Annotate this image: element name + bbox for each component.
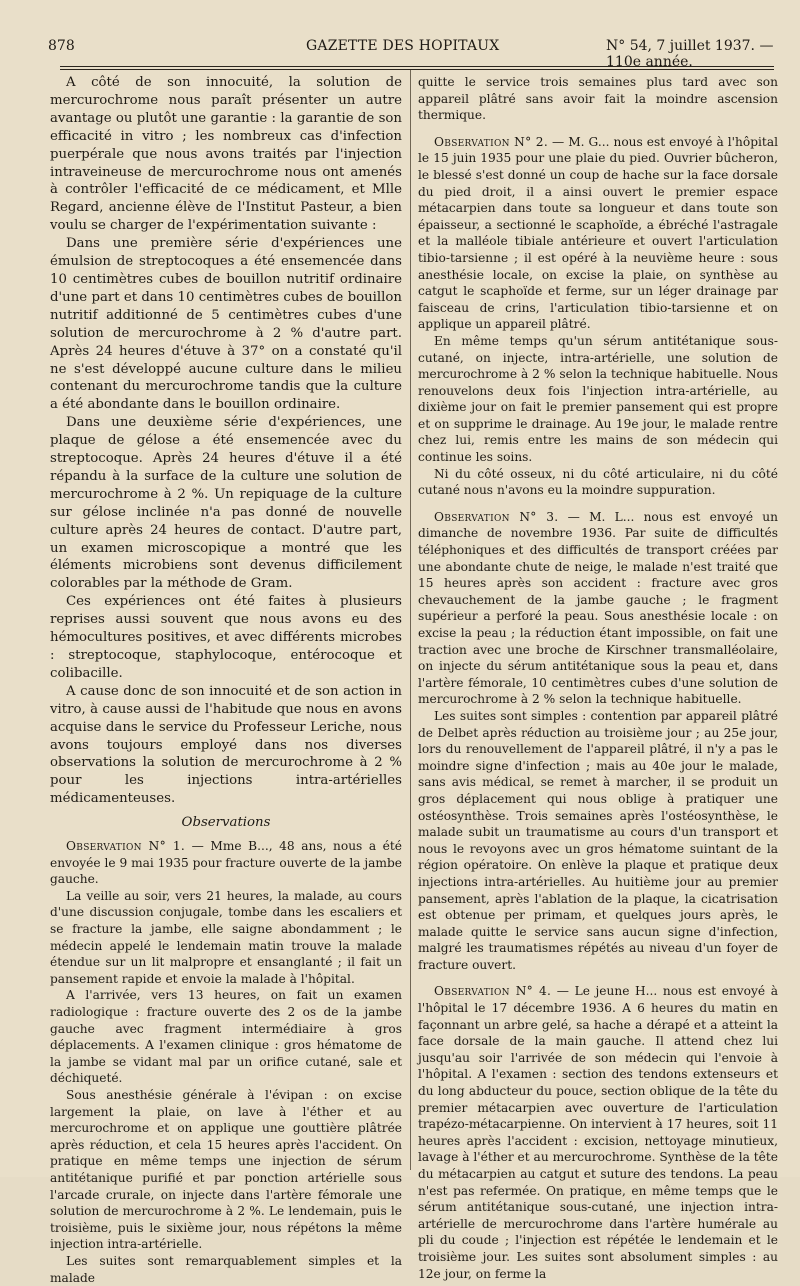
observation-text: — M. L... nous est envoyé un dimanche de novembre 1936. Par suite de difficultés téléphoniques et des difficultés de transport créées par une abondante chute de neige, le malade n'est traité que 15 heures après son accident : fracture avec gros chevauchement de la jambe gauche ; le fragment supérieur a perforé la peau. Sous anesthésie locale : on excise la peau ; la réduction étant impossible, on fait une traction avec une broche de Kirschner transmalléolaire, on injecte du sérum antitétanique sous la peau et, dans l'artère fémorale, 10 centimètres cubes d'une solution de mercurochrome à 2 % selon la technique habituelle. xyxy=(418,509,778,707)
paragraph: Dans une deuxième série d'expériences, une plaque de gélose a été ensemencée avec du streptocoque. Après 24 heures d'étuve il a été répandu à la surface de la culture une solution de mercurochrome à 2 %. Un repiquage de la culture sur gélose inclinée n'a pas donné de nouvelle culture après 24 heures de contact. D'autre part, un examen microscopique a montré que les éléments microbiens sont devenus difficilement colorables par la méthode de Gram. xyxy=(50,415,402,592)
left-column xyxy=(50,74,402,1286)
paragraph: A l'arrivée, vers 13 heures, on fait un examen radiologique : fracture ouverte des 2 os de la jambe gauche avec fragment intermédiaire à gros déplacements. A l'examen clinique : gros hématome de la jambe se vidant mal par un orifice cutané, sale et déchiqueté. xyxy=(50,988,402,1086)
paragraph: Ces expériences ont été faites à plusieurs reprises aussi souvent que nous avons eu des hémocultures positives, et avec différents microbes : streptocoque, staphylocoque, entérocoque et colibacille. xyxy=(50,594,402,681)
observation-text: — Le jeune H... nous est envoyé à l'hôpital le 17 décembre 1936. A 6 heures du matin en façonnant un arbre gelé, sa hache a dérapé et a atteint la face dorsale de la main gauche. Il attend chez lui jusqu'au soir l'arrivée de son médecin qui l'envoie à l'hôpital. A l'examen : section des tendons extenseurs et du long abducteur du pouce, section oblique de la tête du premier métacarpien avec ouverture de l'articulation trapézo-métacarpienne. On intervient à 17 heures, soit 11 heures après l'accident : excision, nettoyage minutieux, lavage à l'éther et au mercurochrome. Synthèse de la tête du métacarpien au catgut et suture des tendons. La peau n'est pas refermée. On pratique, en même temps que le sérum antitétanique sous-cutané, une injection intra-artérielle de mercurochrome dans l'artère humérale au pli du coude ; l'injection est répétée le lendemain et le troisième jour. Les suites sont absolument simples : au 12e jour, on ferme la xyxy=(418,984,778,1281)
paragraph: La veille au soir, vers 21 heures, la malade, au cours d'une discussion conjugale, tombe dans les escaliers et se fracture la jambe, elle saigne abondamment ; le médecin appelé le lendemain matin trouve la malade étendue sur un lit malpropre et ensanglanté ; il fait un pansement rapide et envoie la malade à l'hôpital. xyxy=(50,888,402,986)
observation-label: Observation N° 1. xyxy=(66,839,186,854)
page-number: 878 xyxy=(48,38,75,54)
observation-1 xyxy=(50,838,402,888)
observation-2 xyxy=(418,134,778,333)
observation-label: Observation N° 2. xyxy=(434,134,548,149)
paragraph: Sous anesthésie générale à l'évipan : on excise largement la plaie, on lave à l'éther et au mercurochrome et on applique une gouttière plâtrée après réduction, et cela 15 heures après l'accident. On pratique en même temps une injection de sérum antitétanique purifié et par ponction artérielle sous l'arcade crurale, on injecte dans l'artère fémorale une solution de mercurochrome à 2 %. Le lendemain, puis le troisième, puis le sixième jour, nous répétons la même injection intra-artérielle. xyxy=(50,1087,402,1252)
paragraph: Ni du côté osseux, ni du côté articulaire, ni du côté cutané nous n'avons eu la moindre suppuration. xyxy=(418,466,778,498)
observation-text: — Mme B..., 48 ans, nous a été envoyée le 9 mai 1935 pour fracture ouverte de la jambe gauche. xyxy=(50,839,402,887)
observation-label: Observation N° 4. xyxy=(434,984,552,999)
paragraph: Les suites sont remarquablement simples et la malade xyxy=(50,1253,402,1285)
paragraph: Les suites sont simples : contention par appareil plâtré de Delbet après réduction au troisième jour ; au 25e jour, lors du renouvellement de l'appareil plâtré, il n'y a pas le moindre signe d'infection ; mais au 40e jour le malade, sans avis médical, se remet à marcher, il se produit un gros déplacement qui nous oblige à pratiquer une ostéosynthèse. Trois semaines après l'ostéosynthèse, le malade subit un traumatisme au cours d'un transport et nous le revoyons avec un gros hématome suintant de la région opératoire. On enlève la plaque et pratique deux injections intra-artérielles. Au huitième jour au premier pansement, après l'ablation de la plaque, la cicatrisation est obtenue per primam, et quelques jours après, le malade quitte le service sans aucun signe d'infection, malgré les traumatismes répétés au niveau d'un foyer de fracture ouvert. xyxy=(418,708,778,972)
journal-title: GAZETTE DES HOPITAUX xyxy=(306,38,500,54)
observations-block xyxy=(50,838,402,1286)
paragraph: Dans une première série d'expériences une émulsion de streptocoques a été ensemencée dans 10 centimètres cubes de bouillon nutritif ordinaire d'une part et dans 10 centimètres cubes de bouillon nutritif additionné de 5 centimètres cubes d'une solution de mercurochrome à 2 % d'autre part. Après 24 heures d'étuve à 37° on a constaté qu'il ne s'est développé aucune culture dans le milieu contenant du mercurochrome tandis que la culture a été abondante dans le bouillon ordinaire. xyxy=(50,236,402,413)
running-header xyxy=(48,38,780,70)
paragraph: A côté de son innocuité, la solution de mercurochrome nous paraît présenter un autre avantage ou plutôt une garantie : la garantie de son efficacité in vitro ; les nombreux cas d'infection puerpérale que nous avons traités par l'injection intraveineuse de mercurochrome nous ont amenés à contrôler l'efficacité de ce médicament, et Mlle Regard, ancienne élève de l'Institut Pasteur, a bien voulu se charger de l'expérimentation suivante : xyxy=(50,75,402,234)
header-rule xyxy=(60,66,774,70)
observation-4 xyxy=(418,983,778,1282)
observation-text: — M. G... nous est envoyé à l'hôpital le 15 juin 1935 pour une plaie du pied. Ouvrier bûcheron, le blessé s'est donné un coup de hache sur la face dorsale du pied droit, il a ainsi ouvert le premier espace métacarpien dans toute sa longueur et dans toute son épaisseur, a sectionné le scaphoïde, a ébréché l'astragale et la malléole tibiale antérieure et ouvert l'articulation tibio-tarsienne ; il est opéré à la neuvième heure : sous anesthésie locale, on excise la plaie, on synthèse au catgut le scaphoïde et ferme, sur un léger drainage par faisceau de crins, l'articulation tibio-tarsienne et on applique un appareil plâtré. xyxy=(418,134,778,332)
paragraph: En même temps qu'un sérum antitétanique sous-cutané, on injecte, intra-artérielle, une solution de mercurochrome à 2 % selon la technique habituelle. Nous renouvelons deux fois l'injection intra-artérielle, au dixième jour on fait le premier pansement qui est propre et on supprime le drainage. Au 19e jour, le malade rentre chez lui, remis entre les mains de son médecin qui continue les soins. xyxy=(418,333,778,465)
paragraph: quitte le service trois semaines plus tard avec son appareil plâtré sans avoir fait la moindre ascension thermique. xyxy=(418,75,778,123)
issue-info: N° 54, 7 juillet 1937. — 110e année. xyxy=(606,38,774,70)
observation-3 xyxy=(418,509,778,708)
column-divider xyxy=(410,70,411,1170)
right-column xyxy=(418,74,778,1282)
section-title: Observations xyxy=(181,815,271,831)
observation-label: Observation N° 3. xyxy=(434,509,559,524)
paragraph: A cause donc de son innocuité et de son action in vitro, à cause aussi de l'habitude que nous en avons acquise dans le service du Professeur Leriche, nous avons toujours employé dans nos diverses observations la solution de mercurochrome à 2 % pour les injections intra-artérielles médicamenteuses. xyxy=(50,683,402,807)
